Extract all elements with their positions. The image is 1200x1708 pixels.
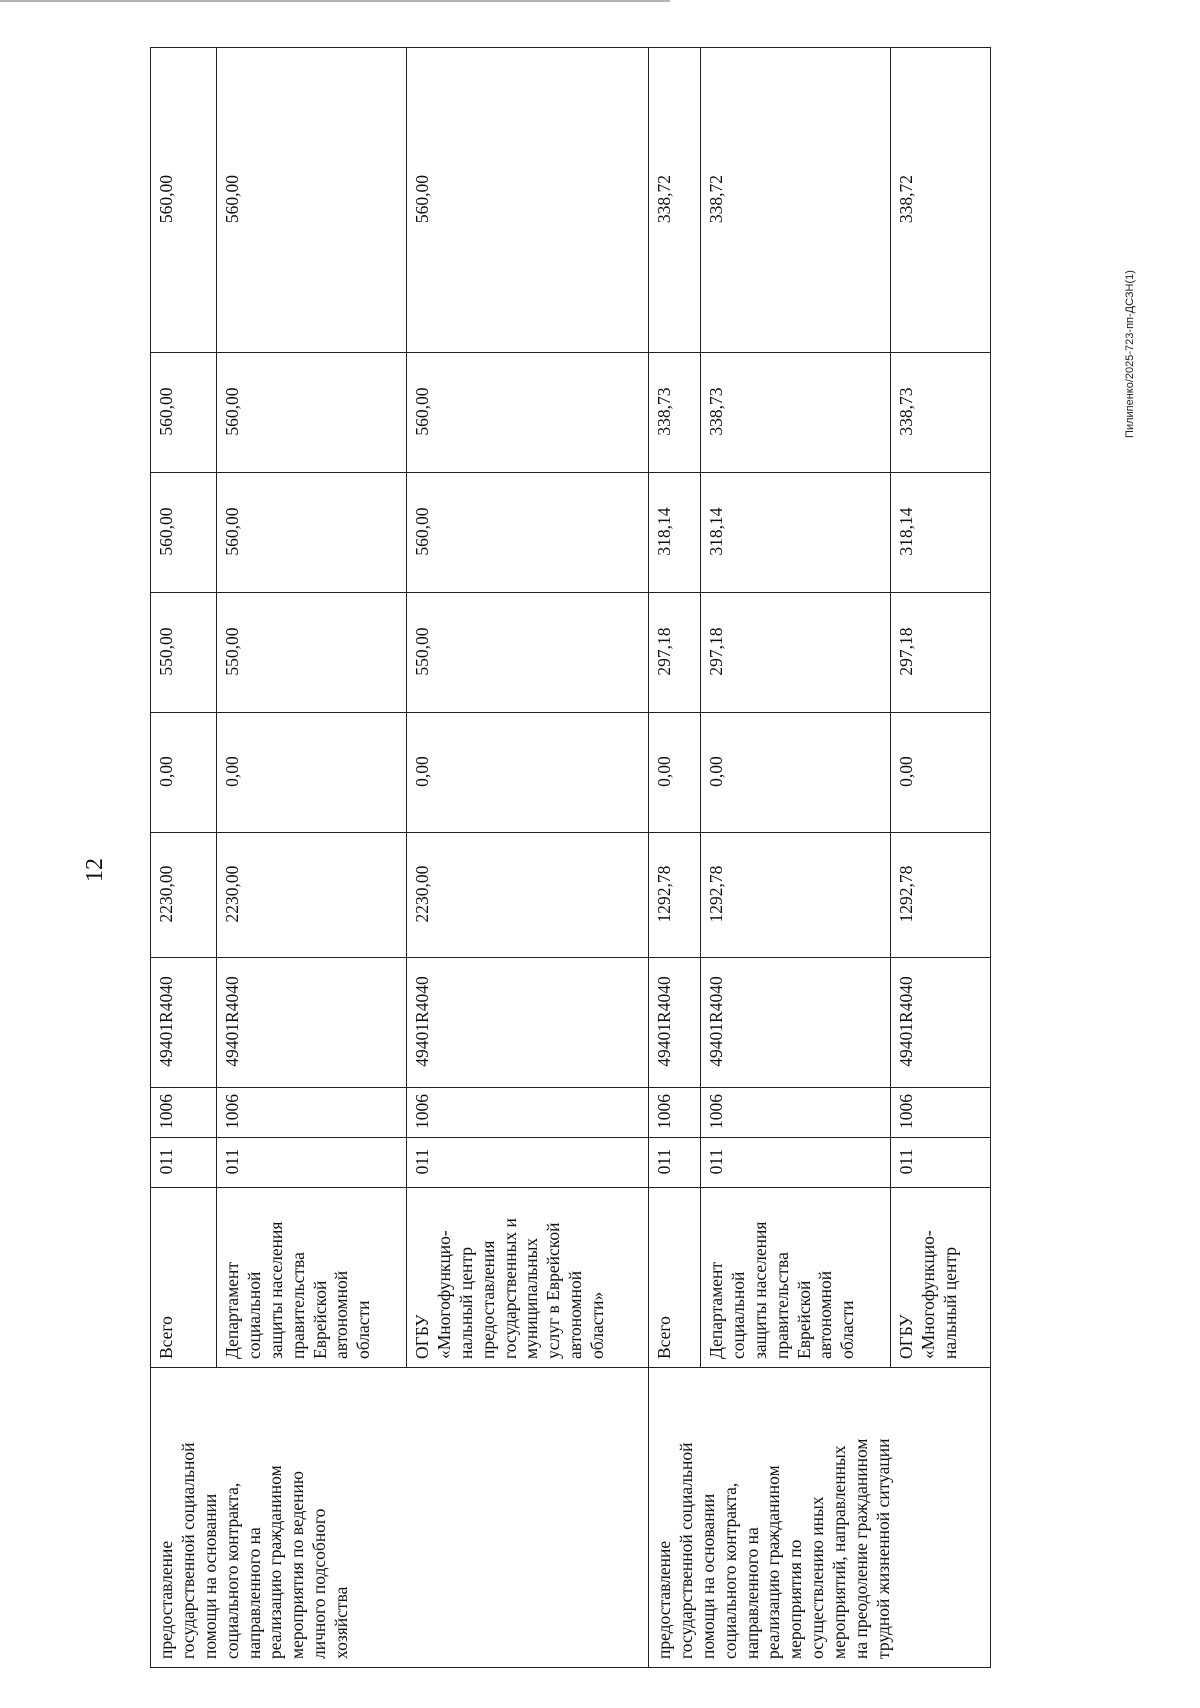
csr-cell: 49401R4040	[649, 958, 701, 1088]
grbs-cell: 011	[151, 1138, 217, 1188]
table-rotated-frame	[150, 48, 1068, 1668]
year3-cell: 318,14	[891, 473, 991, 593]
year1-cell: 0,00	[701, 713, 891, 833]
year5-cell: 338,72	[701, 48, 891, 353]
table-row	[649, 48, 701, 1668]
grbs-cell: 011	[701, 1138, 891, 1188]
grbs-cell: 011	[891, 1138, 991, 1188]
year1-cell: 0,00	[217, 713, 407, 833]
year4-cell: 560,00	[217, 353, 407, 473]
year2-cell: 550,00	[217, 593, 407, 713]
total-cell: 1292,78	[891, 833, 991, 958]
top-edge-line	[0, 0, 670, 2]
year4-cell: 560,00	[407, 353, 649, 473]
executor-cell: Департамент социальной защиты населения правительства Еврейской автономной области	[701, 1188, 891, 1368]
year4-cell: 560,00	[151, 353, 217, 473]
executor-cell: ОГБУ «Многофункцио- нальный центр предоставления государственных и муниципальных услуг в Еврейской автономной области»	[407, 1188, 649, 1368]
executor-cell: Всего	[151, 1188, 217, 1368]
grbs-cell: 011	[407, 1138, 649, 1188]
rzpr-cell: 1006	[649, 1088, 701, 1138]
event-cell: предоставление государственной социальной помощи на основании социального контракта, направленного на реализацию гражданином мероприятия по ведению личного подсобного хозяйства	[151, 1368, 649, 1668]
budget-table	[150, 47, 991, 1668]
grbs-cell: 011	[217, 1138, 407, 1188]
year4-cell: 338,73	[701, 353, 891, 473]
year1-cell: 0,00	[649, 713, 701, 833]
csr-cell: 49401R4040	[701, 958, 891, 1088]
csr-cell: 49401R4040	[151, 958, 217, 1088]
footer-stamp: Пилипенко/2025-723-пп-ДСЗН(1)	[1124, 270, 1136, 438]
year3-cell: 318,14	[649, 473, 701, 593]
year2-cell: 297,18	[649, 593, 701, 713]
total-cell: 1292,78	[701, 833, 891, 958]
csr-cell: 49401R4040	[407, 958, 649, 1088]
total-cell: 2230,00	[151, 833, 217, 958]
total-cell: 1292,78	[649, 833, 701, 958]
executor-cell: Департамент социальной защиты населения правительства Еврейской автономной области	[217, 1188, 407, 1368]
year3-cell: 560,00	[217, 473, 407, 593]
executor-cell: ОГБУ «Многофункцио- нальный центр	[891, 1188, 991, 1368]
year4-cell: 338,73	[891, 353, 991, 473]
table-container	[150, 48, 1068, 1668]
rzpr-cell: 1006	[701, 1088, 891, 1138]
grbs-cell: 011	[649, 1138, 701, 1188]
rzpr-cell: 1006	[217, 1088, 407, 1138]
year1-cell: 0,00	[407, 713, 649, 833]
rzpr-cell: 1006	[407, 1088, 649, 1138]
page-number: 12	[82, 858, 108, 882]
executor-cell: Всего	[649, 1188, 701, 1368]
year3-cell: 318,14	[701, 473, 891, 593]
year3-cell: 560,00	[407, 473, 649, 593]
total-cell: 2230,00	[217, 833, 407, 958]
year4-cell: 338,73	[649, 353, 701, 473]
total-cell: 2230,00	[407, 833, 649, 958]
year5-cell: 338,72	[891, 48, 991, 353]
rzpr-cell: 1006	[151, 1088, 217, 1138]
year1-cell: 0,00	[151, 713, 217, 833]
year2-cell: 550,00	[407, 593, 649, 713]
year2-cell: 550,00	[151, 593, 217, 713]
table-row	[151, 48, 217, 1668]
year2-cell: 297,18	[891, 593, 991, 713]
year5-cell: 560,00	[217, 48, 407, 353]
csr-cell: 49401R4040	[891, 958, 991, 1088]
year3-cell: 560,00	[151, 473, 217, 593]
year2-cell: 297,18	[701, 593, 891, 713]
csr-cell: 49401R4040	[217, 958, 407, 1088]
rzpr-cell: 1006	[891, 1088, 991, 1138]
year1-cell: 0,00	[891, 713, 991, 833]
year5-cell: 560,00	[407, 48, 649, 353]
year5-cell: 560,00	[151, 48, 217, 353]
year5-cell: 338,72	[649, 48, 701, 353]
event-cell: предоставление государственной социальной помощи на основании социального контракта, направленного на реализацию гражданином мероприятия по осуществлению иных мероприятий, направленных на преодоление гражданином трудной жизненной ситуации	[649, 1368, 991, 1668]
